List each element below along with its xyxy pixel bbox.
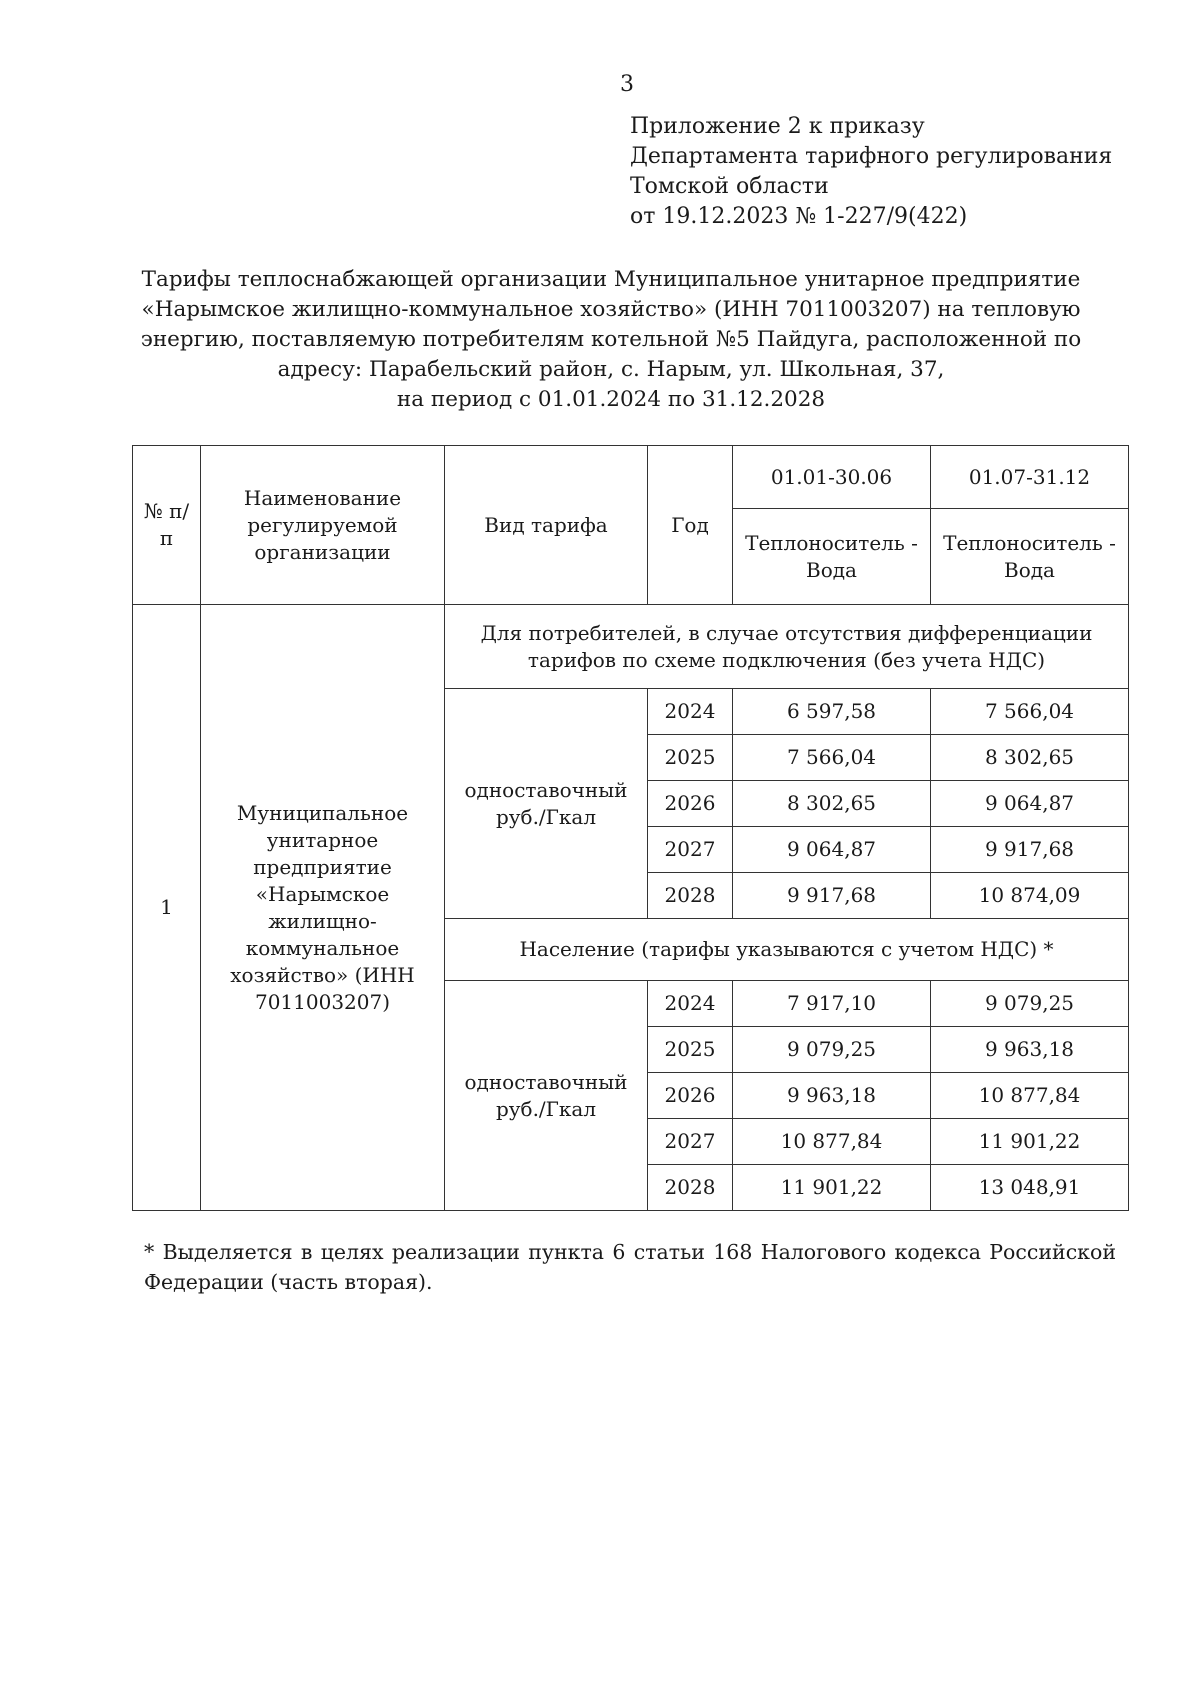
year-cell: 2025: [648, 1027, 733, 1073]
year-cell: 2026: [648, 781, 733, 827]
tariff-first-half: 7 566,04: [733, 735, 931, 781]
header-year: Год: [648, 446, 733, 605]
tariff-type-cell: одноставочный руб./Гкал: [445, 689, 648, 919]
title-line: «Нарымское жилищно-коммунальное хозяйство» (ИНН 7011003207) на тепловую: [141, 297, 1081, 322]
tariff-first-half: 9 963,18: [733, 1073, 931, 1119]
header-carrier-second-half: Теплоноситель - Вода: [931, 509, 1129, 605]
tariff-first-half: 9 079,25: [733, 1027, 931, 1073]
appendix-block: [630, 112, 1112, 232]
appendix-line: Томской области: [630, 174, 829, 199]
year-cell: 2024: [648, 981, 733, 1027]
year-cell: 2027: [648, 827, 733, 873]
header-organization: Наименование регулируемой организации: [201, 446, 445, 605]
appendix-line: Приложение 2 к приказу: [630, 114, 925, 139]
tariff-type-cell: одноставочный руб./Гкал: [445, 981, 648, 1211]
tariff-table: [132, 445, 1129, 1211]
year-cell: 2028: [648, 1165, 733, 1211]
tariff-first-half: 6 597,58: [733, 689, 931, 735]
title-line: адресу: Парабельский район, с. Нарым, ул. Школьная, 37,: [277, 357, 945, 382]
appendix-line: от 19.12.2023 № 1-227/9(422): [630, 204, 968, 229]
tariff-first-half: 10 877,84: [733, 1119, 931, 1165]
header-carrier-first-half: Теплоноситель - Вода: [733, 509, 931, 605]
tariff-second-half: 9 963,18: [931, 1027, 1129, 1073]
section-label-population: Население (тарифы указываются с учетом НДС) *: [445, 919, 1129, 981]
tariff-first-half: 9 064,87: [733, 827, 931, 873]
tariff-second-half: 10 874,09: [931, 873, 1129, 919]
title-line: на период с 01.01.2024 по 31.12.2028: [396, 387, 826, 412]
tariff-first-half: 11 901,22: [733, 1165, 931, 1211]
tariff-first-half: 8 302,65: [733, 781, 931, 827]
row-number: 1: [133, 605, 201, 1211]
section-label-consumers: Для потребителей, в случае отсутствия дифференциации тарифов по схеме подключения (без учета НДС): [445, 605, 1129, 689]
appendix-line: Департамента тарифного регулирования: [630, 144, 1113, 169]
year-cell: 2025: [648, 735, 733, 781]
year-cell: 2024: [648, 689, 733, 735]
header-tariff-type: Вид тарифа: [445, 446, 648, 605]
header-period-first-half: 01.01-30.06: [733, 446, 931, 509]
tariff-second-half: 9 079,25: [931, 981, 1129, 1027]
tariff-first-half: 7 917,10: [733, 981, 931, 1027]
footnote: * Выделяется в целях реализации пункта 6 статьи 168 Налогового кодекса Российской Федерации (часть вторая).: [144, 1240, 1116, 1294]
organization-name: Муниципальное унитарное предприятие «Нарымское жилищно-коммунальное хозяйство» (ИНН 7011003207): [201, 605, 445, 1211]
year-cell: 2028: [648, 873, 733, 919]
document-title: [130, 265, 1092, 415]
tariff-second-half: 11 901,22: [931, 1119, 1129, 1165]
title-line: Тарифы теплоснабжающей организации Муниципальное унитарное предприятие: [141, 267, 1081, 292]
tariff-second-half: 13 048,91: [931, 1165, 1129, 1211]
tariff-second-half: 8 302,65: [931, 735, 1129, 781]
tariff-second-half: 7 566,04: [931, 689, 1129, 735]
header-number: № п/п: [133, 446, 201, 605]
tariff-second-half: 9 917,68: [931, 827, 1129, 873]
title-line: энергию, поставляемую потребителям котельной №5 Пайдуга, расположенной по: [140, 327, 1082, 352]
header-period-second-half: 01.07-31.12: [931, 446, 1129, 509]
tariff-second-half: 9 064,87: [931, 781, 1129, 827]
year-cell: 2026: [648, 1073, 733, 1119]
tariff-second-half: 10 877,84: [931, 1073, 1129, 1119]
tariff-first-half: 9 917,68: [733, 873, 931, 919]
year-cell: 2027: [648, 1119, 733, 1165]
page-number: 3: [620, 72, 634, 97]
